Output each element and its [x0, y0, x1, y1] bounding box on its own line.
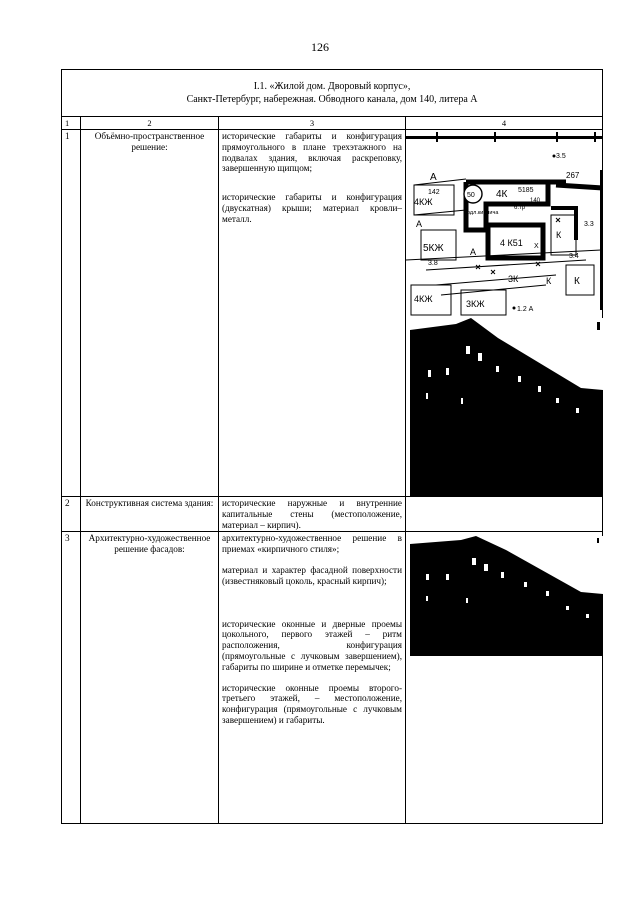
map-label: 6.тр	[514, 205, 526, 211]
column-number-3: 3	[219, 117, 406, 130]
row-images	[406, 532, 603, 824]
column-number-2: 2	[81, 117, 219, 130]
map-label: 50	[467, 192, 475, 199]
row-description	[219, 532, 406, 824]
description-paragraph: архитектурно-художественное решение в приемах «кирпичного стиля»;	[222, 533, 402, 555]
map-label: А	[416, 219, 423, 229]
map-label: Х	[534, 243, 539, 250]
row-description	[219, 497, 406, 532]
map-label: 4 К51	[500, 238, 523, 248]
title-line-2: Санкт-Петербург, набережная. Обводного канала, дом 140, литера А	[186, 94, 478, 105]
building-photo-1	[406, 318, 603, 496]
row-number: 1	[62, 130, 81, 497]
row-name: Конструктивная система здания:	[81, 497, 219, 532]
description-paragraph: исторические оконные и дверные проемы цокольного, первого этажей – ритм расположения, конфигурация (прямоугольные с лучковым завершением), габариты по ширине и отметке перемычек;	[222, 618, 402, 672]
description-paragraph: исторические габариты и конфигурация прямоугольного в плане трехэтажного на подвалах здания, включая раскреповку, завершенную щипцом;	[222, 131, 402, 174]
table-title	[62, 70, 603, 117]
map-label: 3.8	[428, 260, 438, 267]
table-row	[62, 497, 603, 532]
row-number: 3	[62, 532, 81, 824]
map-label: К	[556, 230, 562, 240]
map-label: К	[574, 276, 580, 287]
row-name: Объёмно-пространственное решение:	[81, 130, 219, 497]
description-paragraph: исторические оконные проемы второго-третьего этажей, – местоположение, конфигурация (прямоугольные с лучковым завершением) и габариты.	[222, 682, 402, 725]
building-photo-2	[406, 536, 603, 656]
table-row	[62, 130, 603, 497]
row-name: Архитектурно-художественное решение фасадов:	[81, 532, 219, 824]
page-number: 126	[311, 40, 329, 54]
map-label: 140	[530, 198, 541, 204]
map-label: 4К	[496, 189, 508, 200]
map-label: 3.5	[556, 153, 566, 160]
title-line-1: I.1. «Жилой дом. Дворовый корпус»,	[253, 81, 411, 92]
map-label: 142	[428, 189, 440, 196]
map-label: подл.кирпича	[464, 210, 499, 216]
description-paragraph: исторические наружные и внутренние капитальные стены (местоположение, материал – кирпич).	[222, 498, 402, 530]
map-label: 3.3	[584, 221, 594, 228]
table-row	[62, 532, 603, 824]
row-description	[219, 130, 406, 497]
document-table	[61, 69, 603, 824]
map-label: 4КЖ	[414, 294, 433, 304]
map-label: 5185	[518, 187, 534, 194]
description-paragraph: исторические габариты и конфигурация (двускатная) крыши; материал кровли– металл.	[222, 192, 402, 224]
map-label: 3КЖ	[466, 299, 485, 309]
row-images	[406, 130, 603, 497]
map-label: 3.4	[569, 253, 579, 260]
description-paragraph: материал и характер фасадной поверхности (известняковый цоколь, красный кирпич);	[222, 564, 402, 586]
map-label: А	[430, 172, 437, 183]
map-label: К	[546, 276, 552, 286]
column-number-4: 4	[406, 117, 603, 130]
row-images	[406, 497, 603, 532]
table-title-row	[62, 70, 603, 117]
map-label: 3К	[508, 274, 519, 284]
map-label: 1.2 А	[517, 306, 534, 313]
map-label: 4КЖ	[414, 197, 433, 207]
column-number-row	[62, 117, 603, 130]
map-label: 5КЖ	[423, 243, 444, 254]
map-label: А	[470, 247, 477, 257]
map-label: 267	[566, 171, 580, 180]
row-number: 2	[62, 497, 81, 532]
column-number-1: 1	[62, 117, 81, 130]
